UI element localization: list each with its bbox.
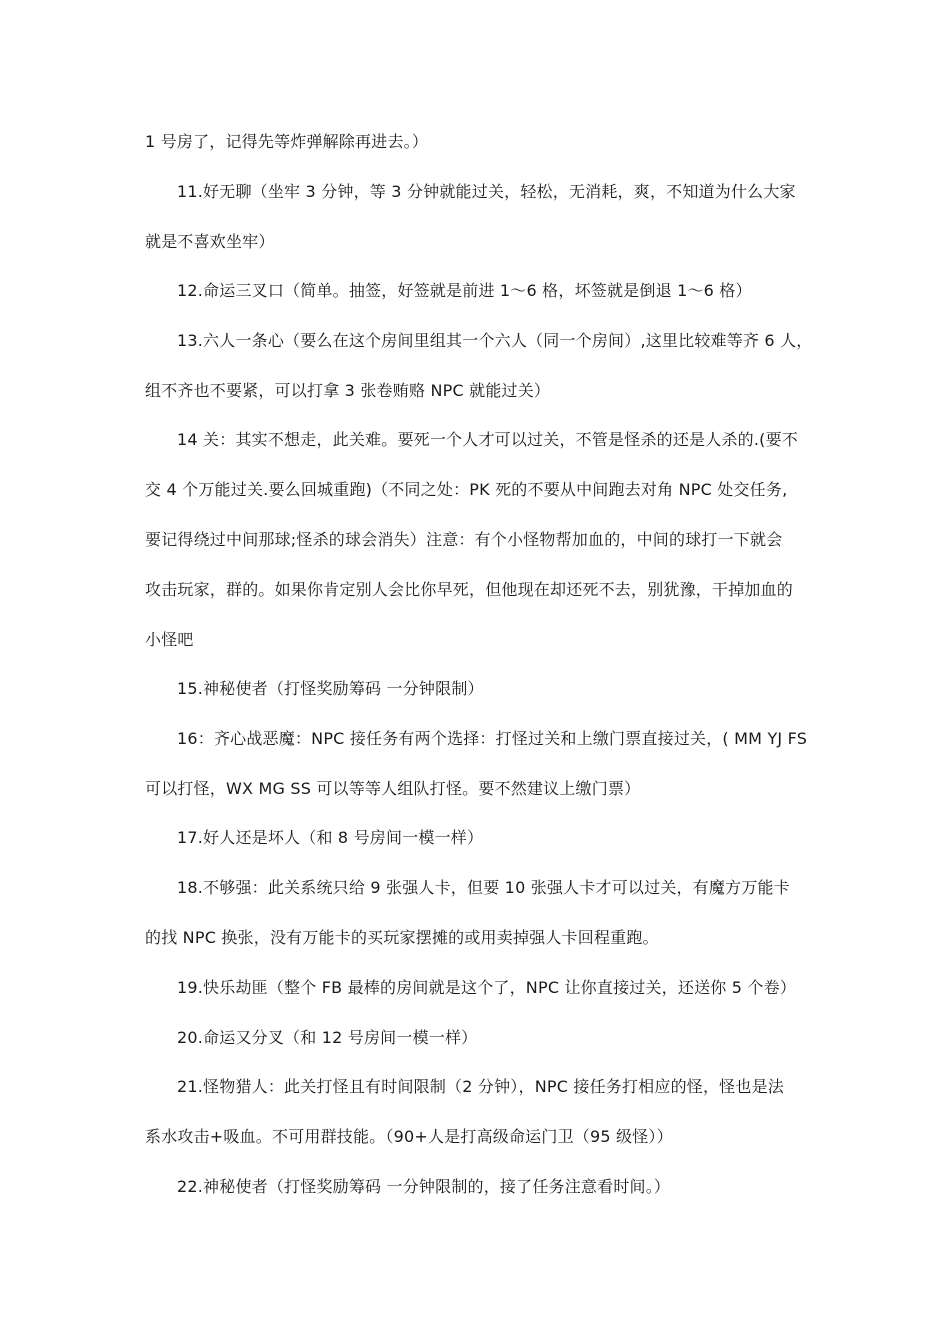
text-line: 21.怪物猎人：此关打怪且有时间限制（2 分钟），NPC 接任务打相应的怪，怪也是法 <box>177 1077 784 1096</box>
text-line: 就是不喜欢坐牢） <box>145 232 275 251</box>
text-line: 组不齐也不要紧，可以打拿 3 张卷贿赂 NPC 就能过关） <box>145 381 551 400</box>
text-line: 系水攻击+吸血。不可用群技能。（90+人是打高级命运门卫（95 级怪）） <box>145 1127 673 1146</box>
text-line: 13.六人一条心（要么在这个房间里组其一个六人（同一个房间）,这里比较难等齐 6 人， <box>177 331 813 350</box>
text-line: 15.神秘使者（打怪奖励筹码 一分钟限制） <box>177 679 484 698</box>
text-line: 19.快乐劫匪（整个 FB 最棒的房间就是这个了，NPC 让你直接过关，还送你 5 个卷） <box>177 978 797 997</box>
text-line: 11.好无聊（坐牢 3 分钟，等 3 分钟就能过关，轻松，无消耗，爽，不知道为什么大家 <box>177 182 796 201</box>
text-line: 17.好人还是坏人（和 8 号房间一模一样） <box>177 828 484 847</box>
text-line: 12.命运三叉口（简单。抽签，好签就是前进 1～6 格，坏签就是倒退 1～6 格） <box>177 281 752 300</box>
text-line: 交 4 个万能过关.要么回城重跑)（不同之处：PK 死的不要从中间跑去对角 NPC 处交任务, <box>145 480 788 499</box>
text-line: 要记得绕过中间那球;怪杀的球会消失）注意：有个小怪物帮加血的，中间的球打一下就会 <box>145 530 783 549</box>
text-line: 20.命运又分叉（和 12 号房间一模一样） <box>177 1028 478 1047</box>
text-line: 1 号房了，记得先等炸弹解除再进去。） <box>145 132 429 151</box>
text-line: 的找 NPC 换张，没有万能卡的买玩家摆摊的或用卖掉强人卡回程重跑。 <box>145 928 659 947</box>
text-line: 14 关：其实不想走，此关难。要死一个人才可以过关，不管是怪杀的还是人杀的.(要不 <box>177 430 798 449</box>
text-line: 22.神秘使者（打怪奖励筹码 一分钟限制的，接了任务注意看时间。） <box>177 1177 671 1196</box>
text-line: 18.不够强：此关系统只给 9 张强人卡，但要 10 张强人卡才可以过关，有魔方万能卡 <box>177 878 790 897</box>
text-line: 小怪吧 <box>145 630 194 649</box>
text-line: 可以打怪，WX MG SS 可以等等人组队打怪。要不然建议上缴门票） <box>145 779 641 798</box>
text-line: 16：齐心战恶魔：NPC 接任务有两个选择：打怪过关和上缴门票直接过关，( MM YJ FS <box>177 729 808 748</box>
text-line: 攻击玩家，群的。如果你肯定别人会比你早死，但他现在却还死不去，别犹豫，干掉加血的 <box>145 580 794 599</box>
